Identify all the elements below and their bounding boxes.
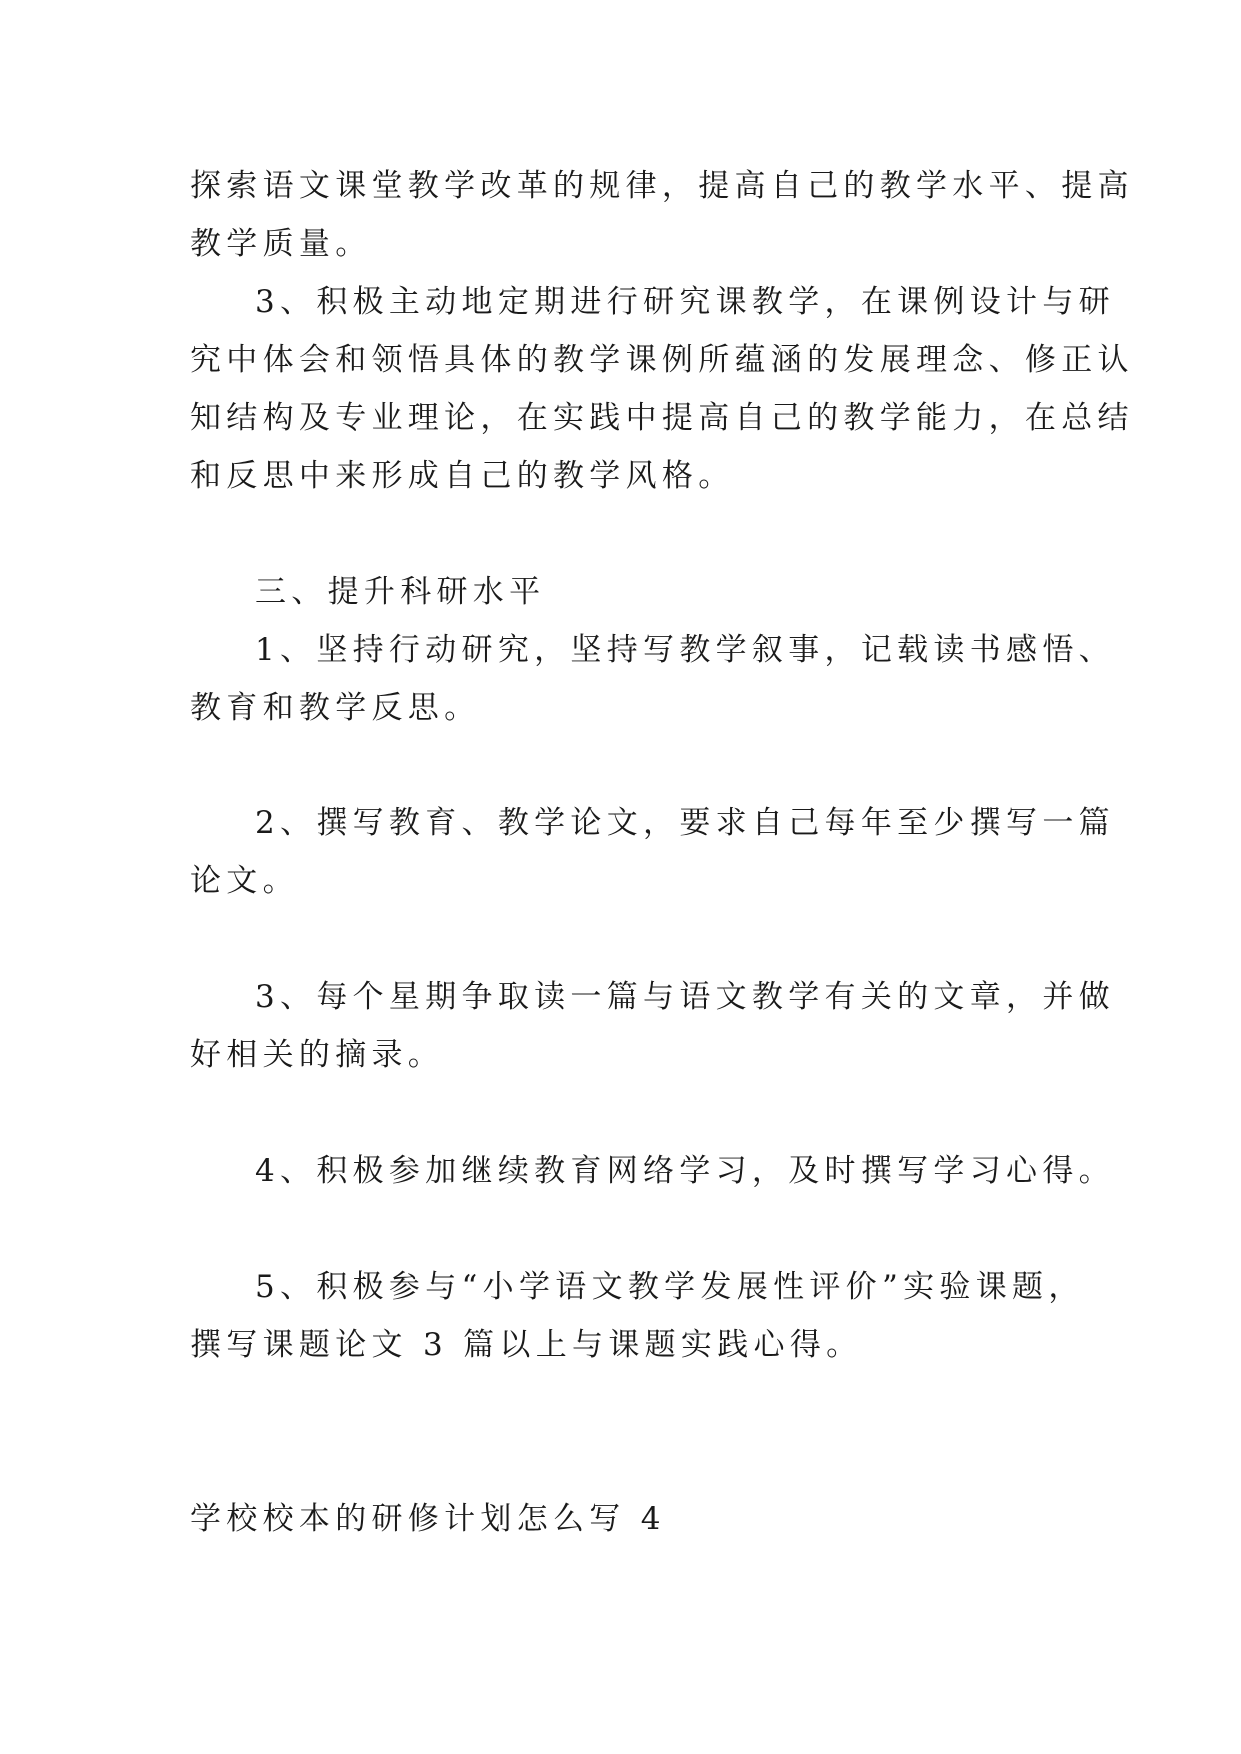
paragraph-line: 3、每个星期争取读一篇与语文教学有关的文章，并做 xyxy=(255,979,1115,1015)
paragraph-line: 2、撰写教育、教学论文，要求自己每年至少撰写一篇 xyxy=(255,805,1115,841)
paragraph-line: 3、积极主动地定期进行研究课教学，在课例设计与研 xyxy=(255,284,1115,320)
paragraph-line: 和反思中来形成自己的教学风格。 xyxy=(190,458,735,494)
paragraph-line: 4、积极参加继续教育网络学习，及时撰写学习心得。 xyxy=(255,1153,1115,1189)
paragraph-line: 5、积极参与“小学语文教学发展性评价”实验课题， xyxy=(255,1269,1085,1305)
paragraph-line: 究中体会和领悟具体的教学课例所蕴涵的发展理念、修正认 xyxy=(190,342,1134,378)
paragraph-line: 教育和教学反思。 xyxy=(190,690,481,726)
paragraph-line: 撰写课题论文 3 篇以上与课题实践心得。 xyxy=(190,1327,863,1363)
section-heading: 三、提升科研水平 xyxy=(255,574,546,610)
paragraph-line: 论文。 xyxy=(190,863,299,899)
paragraph-line: 教学质量。 xyxy=(190,226,372,262)
paragraph-line: 1、坚持行动研究，坚持写教学叙事，记载读书感悟、 xyxy=(255,632,1115,668)
document-title: 学校校本的研修计划怎么写 4 xyxy=(190,1501,666,1537)
paragraph-line: 知结构及专业理论，在实践中提高自己的教学能力，在总结 xyxy=(190,400,1134,436)
paragraph-line: 好相关的摘录。 xyxy=(190,1037,445,1073)
paragraph-line: 探索语文课堂教学改革的规律，提高自己的教学水平、提高 xyxy=(190,168,1134,204)
